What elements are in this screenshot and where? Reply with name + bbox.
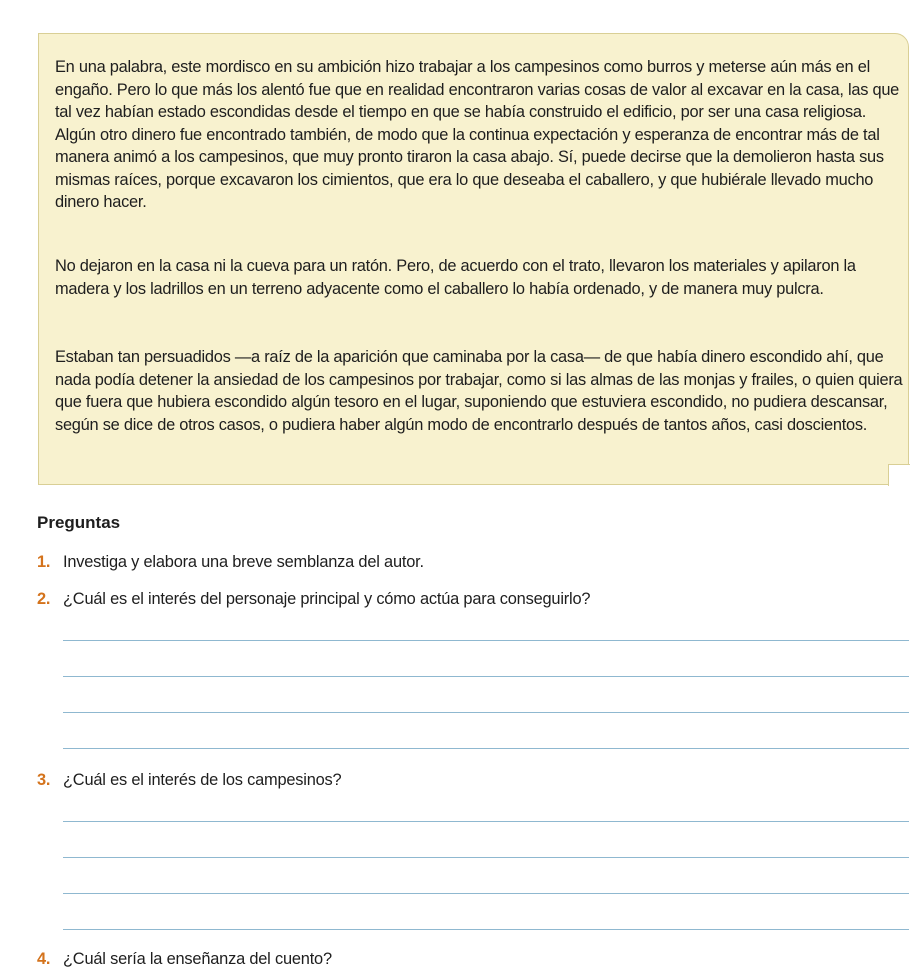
question-4-text: ¿Cuál sería la enseñanza del cuento? xyxy=(63,950,332,968)
reading-paragraph-3: Estaban tan persuadidos —a raíz de la aparición que caminaba por la casa— de que había dinero escondido ahí, que nada podía detener la ansiedad de los campesinos por trabajar, como si las almas de las monjas y frailes, o quien quiera que fuera que hubiera escondido algún tesoro en el lugar, suponiendo que estuviera escondido, no pudiera descansar, según se dice de otros casos, o pudiera haber algún modo de encontrarlo después de tantos años, casi doscientos. xyxy=(55,348,903,434)
answer-line-q2-4[interactable] xyxy=(63,748,909,749)
question-4-number: 4. xyxy=(37,950,51,968)
question-2-text: ¿Cuál es el interés del personaje principal y cómo actúa para conseguirlo? xyxy=(63,590,591,608)
answer-line-q2-2[interactable] xyxy=(63,676,909,677)
reading-excerpt-box xyxy=(38,33,909,485)
question-3-text: ¿Cuál es el interés de los campesinos? xyxy=(63,771,342,789)
question-1-text: Investiga y elabora una breve semblanza del autor. xyxy=(63,553,424,571)
answer-line-q3-2[interactable] xyxy=(63,857,909,858)
question-1-number: 1. xyxy=(37,553,51,571)
answer-line-q3-1[interactable] xyxy=(63,821,909,822)
questions-heading: Preguntas xyxy=(37,513,121,532)
question-3 xyxy=(37,771,341,790)
question-4 xyxy=(37,950,332,969)
question-3-number: 3. xyxy=(37,771,51,789)
question-2-number: 2. xyxy=(37,590,51,608)
answer-line-q2-1[interactable] xyxy=(63,640,909,641)
reading-paragraph-2: No dejaron en la casa ni la cueva para un ratón. Pero, de acuerdo con el trato, llevaron los materiales y apilaron la madera y los ladrillos en un terreno adyacente como el caballero lo había ordenado, y de manera muy pulcra. xyxy=(55,257,856,298)
answer-line-q2-3[interactable] xyxy=(63,712,909,713)
question-1 xyxy=(37,553,424,572)
answer-line-q3-3[interactable] xyxy=(63,893,909,894)
question-2 xyxy=(37,590,590,609)
answer-line-q3-4[interactable] xyxy=(63,929,909,930)
reading-paragraph-1: En una palabra, este mordisco en su ambición hizo trabajar a los campesinos como burros y meterse aún más en el engaño. Pero lo que más los alentó fue que en realidad encontraron varias cosas de valor al excavar en la casa, las que tal vez habían estado escondidas desde el tiempo en que se había construido el edificio, por ser una casa religiosa. Algún otro dinero fue encontrado también, de modo que la continua expectación y esperanza de encontrar más de tal manera animó a los campesinos, que muy pronto tiraron la casa abajo. Sí, puede decirse que la demolieron hasta sus mismas raíces, porque excavaron los cimientos, que era lo que deseaba el caballero, y que hubiérale llevado mucho dinero hacer. xyxy=(55,58,900,211)
